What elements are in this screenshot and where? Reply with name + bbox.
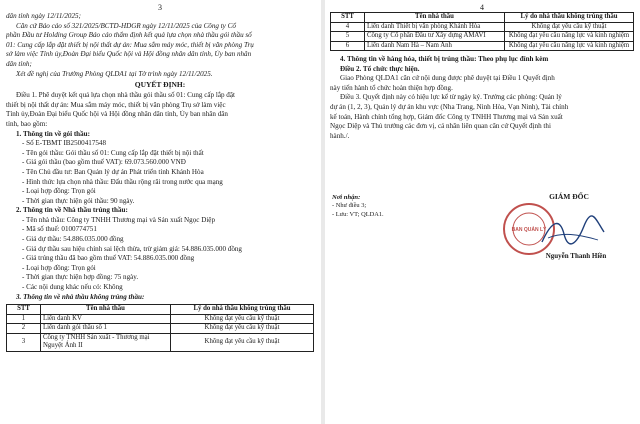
article-3-line: dự án (1, 2, 3), Quản lý dự án khu vực (Nha Trang, Ninh Hòa, Vạn Ninh), Tài chính [330,102,569,111]
signer-name: Nguyễn Thanh Hiền [545,252,607,260]
header-reason: Lý do nhà thầu không trúng thầu [505,13,634,23]
table-header-row [331,13,634,23]
header-bidder-name: Tên nhà thầu [365,13,505,23]
header-bidder-name: Tên nhà thầu [41,305,171,315]
cell-stt: 2 [7,324,41,334]
article-3-line: hành./. [330,131,350,140]
intro-line: dân tỉnh; [6,59,32,68]
section-1-item: - Số E-TBMT IB2500417548 [22,139,107,148]
article-2-line: này tiến hành tổ chức hoàn thiện hợp đồng. [330,83,453,92]
recipients [332,194,442,219]
cell-reason: Không đạt yêu cầu kỹ thuật [505,22,634,32]
article-3-line: kế toán, Hành chính tổng hợp, Giám đốc Công ty TNHH Thương mại và Sản xuất [330,112,563,121]
article-2-line: Giao Phòng QLDA1 căn cứ nội dung được phê duyệt tại Điều 1 Quyết định [340,74,555,83]
section-1-item: - Loại hợp đồng: Trọn gói [22,187,96,196]
cell-bidder-name: Công ty TNHH Sản xuất - Thương mại Nguyệt Ánh II [41,333,171,351]
cell-bidder-name: Liên danh Thiết bị văn phòng Khánh Hòa [365,22,505,32]
section-1-item: - Tên gói thầu: Gói thầu số 01: Cung cấp lắp đặt thiết bị nội thất [22,148,204,157]
section-2-item: - Tên nhà thầu: Công ty TNHH Thương mại và Sản xuất Ngọc Diệp [22,215,215,224]
section-1-item: - Thời gian thực hiện gói thầu: 90 ngày. [22,196,135,205]
page-4 [326,0,640,424]
cell-reason: Không đạt yêu cầu kỹ thuật [171,314,314,324]
section-2-item: - Giá dự thầu sau hiệu chỉnh sai lệch thừa, trừ giảm giá: 54.886.035.000 đồng [22,244,242,253]
section-2-item: - Mã số thuế: 0100774751 [22,225,97,234]
cell-reason: Không đạt yêu cầu năng lực và kinh nghiệm [505,32,634,42]
section-2-title: 2. Thông tin về Nhà thầu trúng thầu: [16,206,128,215]
section-1-item: - Tên Chủ đầu tư: Ban Quản lý dự án Phát triển tỉnh Khánh Hòa [22,167,204,176]
cell-reason: Không đạt yêu cầu kỹ thuật [171,324,314,334]
decision-heading: QUYẾT ĐỊNH: [134,80,186,90]
section-1-title: 1. Thông tin về gói thầu: [16,129,90,138]
signer-title: GIÁM ĐỐC [549,192,589,201]
section-2-item: - Giá trúng thầu đã bao gồm thuế VAT: 54.886.035.000 đồng [22,254,195,263]
cell-stt: 3 [7,333,41,351]
article-3-line: Điều 3. Quyết định này có hiệu lực kể từ ngày ký. Trưởng các phòng: Quản lý [340,93,562,102]
cell-stt: 5 [331,32,365,42]
article-1-line: Tỉnh ủy,Đoàn Đại biểu Quốc hội và Hội đồng nhân dân tỉnh, Ủy ban nhân dân [6,110,228,119]
table-row [7,333,314,351]
article-1-line: tỉnh, bao gồm: [6,119,48,128]
recipient-item: - Lưu: VT; QLDA1. [332,210,384,218]
section-1-item: - Hình thức lựa chọn nhà thầu: Đấu thầu rộng rãi trong nước qua mạng [22,177,223,186]
intro-line: sở làm việc Tỉnh ủy,Đoàn Đại biểu Quốc hội và Hội đồng nhân dân tỉnh, Ủy ban nhân [6,50,252,59]
page-number: 4 [480,3,484,12]
losing-bidders-table-continued [330,12,634,51]
signature-block [514,192,624,202]
cell-stt: 1 [7,314,41,324]
intro-line: Căn cứ Báo cáo số 321/2025/BCTD-HDGR ngày 12/11/2025 của Công ty Cổ [16,21,236,30]
cell-stt: 4 [331,22,365,32]
header-stt: STT [331,13,365,23]
article-1-line: Điều 1. Phê duyệt kết quả lựa chọn nhà thầu gói thầu số 01: Cung cấp lắp đặt [16,91,235,100]
page-divider [321,0,325,424]
cell-bidder-name: Liên danh Nam Hà – Nam Anh [365,41,505,51]
recipients-title: Nơi nhận: [332,194,361,201]
cell-bidder-name: Liên danh KV [41,314,171,324]
intro-line: phần Đầu tư Holding Group Báo cáo thẩm định kết quả lựa chọn nhà thầu gói thầu số [6,31,252,40]
table-row [331,41,634,51]
section-2-item: - Thời gian thực hiện hợp đồng: 75 ngày. [22,273,139,282]
section-2-item: - Các nội dung khác nếu có: Không [22,283,123,292]
seal-text: BAN QUẢN LÝ [511,227,547,233]
cell-bidder-name: Liên danh gói thầu số 1 [41,324,171,334]
section-2-item: - Loại hợp đồng: Trọn gói [22,263,96,272]
article-3-line: Ngọc Diệp và Thủ trưởng các đơn vị, cá nhân liên quan căn cứ Quyết định thi [330,122,551,131]
intro-line: Xét đề nghị của Trưởng Phòng QLDA1 tại Tờ trình ngày 12/11/2025. [16,69,213,78]
intro-line: dân tỉnh ngày 12/11/2025; [6,12,81,20]
table-header-row [7,305,314,315]
section-1-item: - Giá gói thầu (bao gồm thuế VAT): 69.073.560.000 VNĐ [22,158,186,167]
table-row [7,324,314,334]
page-number: 3 [158,3,162,12]
signature-graphic [538,212,608,252]
article-1-line: thiết bị nội thất dự án: Mua sắm máy móc, thiết bị văn phòng Trụ sở làm việc [6,100,226,109]
losing-bidders-table [6,304,314,352]
table-row [331,22,634,32]
table-row [331,32,634,42]
recipient-item: - Như điều 3; [332,202,367,210]
table-row [7,314,314,324]
article-2-title: Điều 2. Tổ chức thực hiện. [340,64,420,73]
section-4: 4. Thông tin về hàng hóa, thiết bị trúng thầu: Theo phụ lục đính kèm [340,55,549,63]
header-reason: Lý do nhà thầu không trúng thầu [171,305,314,315]
cell-reason: Không đạt yêu cầu kỹ thuật [171,333,314,351]
handwritten-signature [538,212,608,252]
section-2-item: - Giá dự thầu: 54.886.035.000 đồng [22,235,124,244]
cell-bidder-name: Công ty Cổ phần Đầu tư Xây dựng AMAVI [365,32,505,42]
section-3-title: 3. Thông tin về nhà thầu không trúng thầu: [16,292,145,301]
cell-reason: Không đạt yêu cầu năng lực và kinh nghiệm [505,41,634,51]
cell-stt: 6 [331,41,365,51]
header-stt: STT [7,305,41,315]
intro-line: 01: Cung cấp lắp đặt thiết bị nội thất dự án: Mua sắm máy móc, thiết bị văn phòng Trụ [6,40,254,49]
